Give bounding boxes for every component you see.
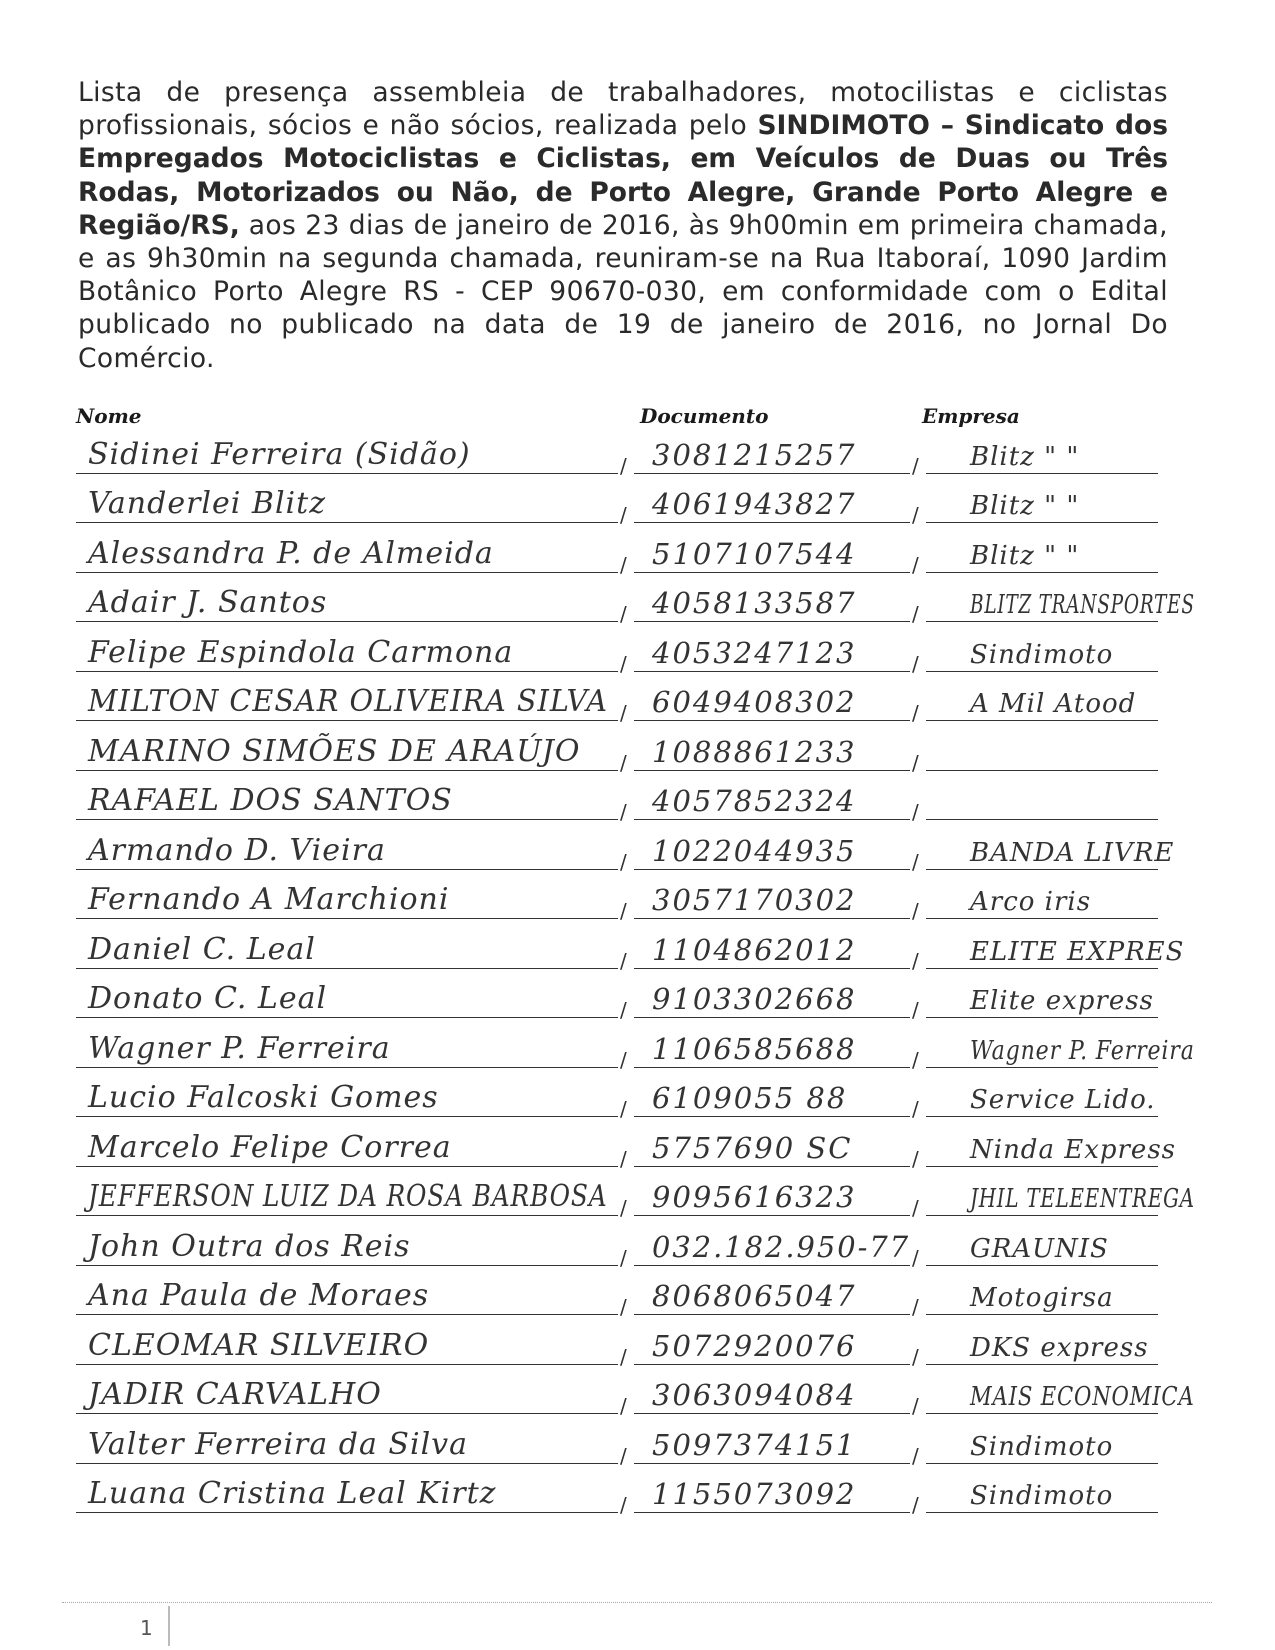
company-underline (926, 1364, 1158, 1365)
separator: / (620, 800, 627, 824)
attendee-name: Fernando A Marchioni (88, 882, 450, 917)
header-empresa: Empresa (922, 404, 1020, 428)
header-nome: Nome (76, 404, 142, 428)
separator: / (912, 1097, 919, 1121)
attendance-row (0, 1272, 1275, 1322)
attendance-row (0, 876, 1275, 926)
attendee-company: Ninda Express (970, 1134, 1177, 1165)
attendance-row (0, 678, 1275, 728)
attendance-row (0, 529, 1275, 579)
separator: / (620, 552, 627, 577)
company-underline (926, 522, 1158, 523)
attendance-row (0, 826, 1275, 876)
attendee-company: MAIS ECONOMICA (970, 1382, 1195, 1412)
attendee-name: CLEOMAR SILVEIRO (88, 1327, 430, 1363)
attendance-row (0, 925, 1275, 975)
document-underline (634, 1265, 910, 1266)
document-underline (634, 473, 910, 474)
document-underline (634, 819, 910, 820)
company-underline (926, 869, 1158, 870)
intro-text-bold: SINDIMOTO – Sindicato dos Empregados Motociclistas e Ciclistas, em Veículos de Duas ou Três Rodas, Motorizados ou Não, de Porto Alegre, Grande Porto Alegre e Região/RS, (78, 110, 1168, 241)
attendee-document: 1088861233 (652, 734, 857, 769)
document-underline (634, 1314, 910, 1315)
name-underline (76, 918, 618, 919)
attendee-document: 5757690 SC (652, 1130, 853, 1165)
name-underline (76, 671, 618, 672)
separator: / (912, 948, 919, 973)
document-underline (634, 1215, 910, 1216)
intro-text-2: aos 23 dias de janeiro de 2016, às 9h00min em primeira chamada, e as 9h30min na segunda chamada, reuniram-se na Rua Itaboraí, 1090 Jardim Botânico Porto Alegre RS - CEP 90670-030, em conformidade com o Edital publicado no publicado na data de 19 de janeiro de 2016, no Jornal Do Comércio. (78, 209, 1168, 374)
name-underline (76, 869, 618, 870)
separator: / (620, 701, 627, 725)
attendee-document: 5107107544 (652, 536, 857, 571)
attendee-document: 5097374151 (652, 1427, 857, 1462)
company-underline (926, 1265, 1158, 1266)
attendee-company: Sindimoto (970, 1431, 1114, 1462)
attendee-company: JHIL TELEENTREGA (970, 1184, 1195, 1214)
company-underline (926, 1017, 1158, 1018)
separator: / (912, 1245, 919, 1270)
company-underline (926, 770, 1158, 771)
attendee-document: 4053247123 (652, 635, 857, 670)
attendee-document: 3081215257 (652, 437, 857, 472)
document-underline (634, 621, 910, 622)
attendee-name: JADIR CARVALHO (88, 1377, 382, 1412)
name-underline (76, 1017, 618, 1018)
separator: / (912, 453, 919, 478)
separator: / (620, 750, 627, 775)
separator: / (912, 1295, 919, 1319)
company-underline (926, 720, 1158, 721)
document-underline (634, 770, 910, 771)
document-underline (634, 671, 910, 672)
attendee-document: 8068065047 (652, 1279, 857, 1313)
intro-paragraph (78, 76, 1168, 375)
separator: / (912, 1394, 919, 1418)
name-underline (76, 1364, 618, 1365)
attendee-company: DKS express (970, 1332, 1149, 1363)
attendance-row (0, 727, 1275, 777)
attendee-document: 4057852324 (652, 784, 857, 818)
intro-text-1: Lista de presença assembleia de trabalhadores, motocilistas e ciclistas profissionais, sócios e não sócios, realizada pelo (78, 77, 1168, 142)
separator: / (912, 1146, 919, 1171)
attendee-company: Service Lido. (970, 1085, 1156, 1115)
attendee-company: Sindimoto (970, 1481, 1114, 1511)
separator: / (912, 899, 919, 923)
attendee-name: Vanderlei Blitz (88, 486, 326, 521)
separator: / (912, 800, 919, 824)
name-underline (76, 1067, 618, 1068)
document-underline (634, 1067, 910, 1068)
separator: / (620, 1146, 627, 1171)
company-underline (926, 1067, 1158, 1068)
document-underline (634, 1116, 910, 1117)
attendee-document: 3057170302 (652, 883, 857, 917)
separator: / (912, 1047, 919, 1072)
separator: / (620, 1196, 627, 1220)
attendance-row (0, 1074, 1275, 1124)
attendee-document: 6049408302 (652, 685, 857, 719)
attendee-document: 6109055 88 (652, 1081, 848, 1115)
document-underline (634, 1413, 910, 1414)
attendee-name: Lucio Falcoski Gomes (88, 1080, 439, 1115)
attendance-row (0, 1222, 1275, 1272)
attendee-company: BLITZ TRANSPORTES (970, 590, 1195, 620)
name-underline (76, 770, 618, 771)
separator: / (912, 602, 919, 626)
separator: / (912, 701, 919, 725)
attendee-name: Armando D. Vieira (88, 832, 386, 868)
attendee-document: 5072920076 (652, 1328, 857, 1363)
attendee-document: 1104862012 (652, 932, 857, 967)
attendee-document: 9095616323 (652, 1180, 857, 1214)
attendee-document: 1106585688 (652, 1031, 857, 1066)
name-underline (76, 473, 618, 474)
separator: / (912, 849, 919, 874)
attendee-company: Blitz " " (970, 491, 1080, 521)
company-underline (926, 1512, 1158, 1513)
name-underline (76, 1116, 618, 1117)
separator: / (620, 1245, 627, 1270)
attendee-name: Felipe Espindola Carmona (88, 634, 514, 670)
name-underline (76, 621, 618, 622)
name-underline (76, 1314, 618, 1315)
attendee-company: Sindimoto (970, 639, 1114, 670)
company-underline (926, 1413, 1158, 1414)
attendee-company: GRAUNIS (970, 1233, 1109, 1264)
separator: / (620, 1394, 627, 1418)
separator: / (912, 552, 919, 577)
attendee-name: MILTON CESAR OLIVEIRA SILVA (88, 684, 609, 719)
attendance-row (0, 1321, 1275, 1371)
attendee-name: Wagner P. Ferreira (88, 1030, 391, 1066)
attendee-document: 4058133587 (652, 586, 857, 620)
name-underline (76, 720, 618, 721)
attendee-company: Blitz " " (970, 540, 1080, 571)
attendee-name: MARINO SIMÕES DE ARAÚJO (88, 733, 581, 769)
attendee-name: Sidinei Ferreira (Sidão) (88, 436, 471, 472)
separator: / (912, 1196, 919, 1220)
attendee-company: ELITE EXPRES (970, 936, 1185, 967)
attendance-row (0, 777, 1275, 827)
document-underline (634, 572, 910, 573)
attendee-company: Wagner P. Ferreira (970, 1035, 1195, 1066)
attendance-row (0, 628, 1275, 678)
separator: / (620, 899, 627, 923)
attendee-company: A Mil Atood (970, 689, 1137, 719)
attendee-document: 4061943827 (652, 487, 857, 521)
document-underline (634, 918, 910, 919)
document-underline (634, 1166, 910, 1167)
attendee-name: Alessandra P. de Almeida (88, 535, 494, 571)
name-underline (76, 522, 618, 523)
attendance-row (0, 1420, 1275, 1470)
document-underline (634, 1017, 910, 1018)
document-underline (634, 1364, 910, 1365)
company-underline (926, 968, 1158, 969)
name-underline (76, 819, 618, 820)
name-underline (76, 1215, 618, 1216)
attendance-row (0, 430, 1275, 480)
attendee-name: RAFAEL DOS SANTOS (88, 783, 453, 818)
separator: / (620, 849, 627, 874)
attendance-row (0, 975, 1275, 1025)
company-underline (926, 1166, 1158, 1167)
footer-divider (62, 1602, 1212, 1603)
attendee-company: Arco iris (970, 887, 1092, 917)
document-underline (634, 1463, 910, 1464)
company-underline (926, 572, 1158, 573)
separator: / (620, 948, 627, 973)
separator: / (620, 1097, 627, 1121)
separator: / (620, 1047, 627, 1072)
separator: / (620, 602, 627, 626)
separator: / (912, 503, 919, 527)
attendee-company: Blitz " " (970, 441, 1080, 472)
separator: / (620, 1443, 627, 1468)
separator: / (912, 1443, 919, 1468)
header-documento: Documento (640, 404, 769, 428)
attendance-list (0, 430, 1275, 1519)
attendee-name: Daniel C. Leal (88, 931, 316, 967)
company-underline (926, 819, 1158, 820)
company-underline (926, 621, 1158, 622)
separator: / (620, 503, 627, 527)
document-underline (634, 522, 910, 523)
company-underline (926, 1463, 1158, 1464)
attendee-name: Marcelo Felipe Correa (88, 1129, 452, 1165)
separator: / (912, 1493, 919, 1517)
attendee-document: 9103302668 (652, 982, 857, 1016)
separator: / (620, 1344, 627, 1369)
attendee-company: Motogirsa (970, 1283, 1114, 1313)
attendee-name: Valter Ferreira da Silva (88, 1426, 469, 1462)
separator: / (912, 998, 919, 1022)
separator: / (912, 750, 919, 775)
document-underline (634, 869, 910, 870)
attendee-name: John Outra dos Reis (88, 1228, 411, 1264)
attendee-name: Donato C. Leal (88, 981, 328, 1016)
separator: / (912, 651, 919, 676)
attendee-name: Adair J. Santos (88, 585, 328, 620)
attendee-company: BANDA LIVRE (970, 837, 1175, 868)
name-underline (76, 572, 618, 573)
attendance-row (0, 1024, 1275, 1074)
document-underline (634, 968, 910, 969)
name-underline (76, 1413, 618, 1414)
separator: / (620, 1493, 627, 1517)
attendee-document: 3063094084 (652, 1378, 857, 1412)
company-underline (926, 671, 1158, 672)
attendance-row (0, 1173, 1275, 1223)
separator: / (620, 453, 627, 478)
footer-bar (168, 1606, 170, 1646)
attendee-company: Elite express (970, 986, 1154, 1016)
name-underline (76, 1166, 618, 1167)
name-underline (76, 1463, 618, 1464)
company-underline (926, 1215, 1158, 1216)
separator: / (620, 651, 627, 676)
separator: / (620, 1295, 627, 1319)
attendee-name: Luana Cristina Leal Kirtz (88, 1476, 497, 1511)
attendee-document: 1022044935 (652, 833, 857, 868)
attendee-name: JEFFERSON LUIZ DA ROSA BARBOSA (88, 1179, 608, 1214)
name-underline (76, 1265, 618, 1266)
name-underline (76, 1512, 618, 1513)
attendee-document: 032.182.950-77 (652, 1229, 911, 1264)
separator: / (620, 998, 627, 1022)
company-underline (926, 918, 1158, 919)
document-underline (634, 1512, 910, 1513)
attendee-document: 1155073092 (652, 1477, 857, 1511)
attendance-row (0, 480, 1275, 530)
attendance-row (0, 1470, 1275, 1520)
name-underline (76, 968, 618, 969)
company-underline (926, 473, 1158, 474)
attendee-name: Ana Paula de Moraes (88, 1278, 430, 1313)
document-underline (634, 720, 910, 721)
page-number: 1 (140, 1616, 153, 1640)
attendance-row (0, 1371, 1275, 1421)
attendance-row (0, 1123, 1275, 1173)
separator: / (912, 1344, 919, 1369)
company-underline (926, 1116, 1158, 1117)
attendance-row (0, 579, 1275, 629)
company-underline (926, 1314, 1158, 1315)
